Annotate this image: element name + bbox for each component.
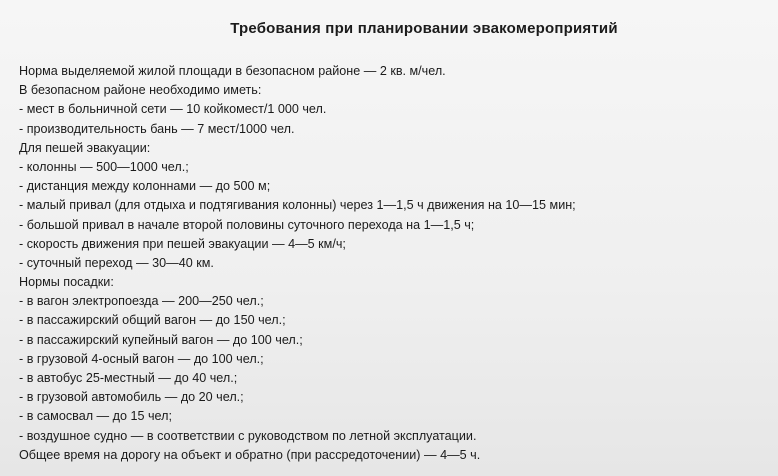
- text-line: - в грузовой автомобиль — до 20 чел.;: [19, 390, 244, 405]
- text-line: Нормы посадки:: [19, 275, 114, 290]
- text-line: - большой привал в начале второй половины суточного перехода на 1—1,5 ч;: [19, 217, 475, 232]
- text-line: Для пешей эвакуации:: [19, 140, 151, 155]
- text-line: Норма выделяемой жилой площади в безопасном районе — 2 кв. м/чел.: [19, 64, 446, 78]
- text-line: - колонны — 500—1000 чел.;: [19, 159, 189, 174]
- text-line: - в грузовой 4-осный вагон — до 100 чел.;: [19, 351, 264, 366]
- text-line: - суточный переход — 30—40 км.: [19, 255, 214, 270]
- text-line: - в самосвал — до 15 чел;: [19, 409, 172, 424]
- text-line: - воздушное судно — в соответствии с руководством по летной эксплуатации.: [19, 428, 477, 443]
- text-line: - в пассажирский купейный вагон — до 100 чел.;: [19, 332, 303, 347]
- text-line: - мест в больничной сети — 10 койкомест/1 000 чел.: [19, 102, 327, 117]
- text-line: В безопасном районе необходимо иметь:: [19, 83, 262, 98]
- text-line: - скорость движения при пешей эвакуации — 4—5 км/ч;: [19, 236, 346, 251]
- text-line: - в пассажирский общий вагон — до 150 чел.;: [19, 313, 286, 328]
- text-line: - производительность бань — 7 мест/1000 чел.: [19, 121, 295, 136]
- text-line: - в вагон электропоезда — 200—250 чел.;: [19, 294, 264, 309]
- document-title: Требования при планировании эвакомероприятий: [230, 20, 618, 37]
- text-line: - дистанция между колоннами — до 500 м;: [19, 179, 271, 194]
- text-line: Общее время на дорогу на объект и обратно (при рассредоточении) — 4—5 ч.: [19, 447, 481, 462]
- text-line: - малый привал (для отдыха и подтягивания колонны) через 1—1,5 ч движения на 10—15 мин;: [19, 198, 576, 213]
- text-line: - в автобус 25-местный — до 40 чел.;: [19, 371, 238, 385]
- document-body: [19, 62, 772, 465]
